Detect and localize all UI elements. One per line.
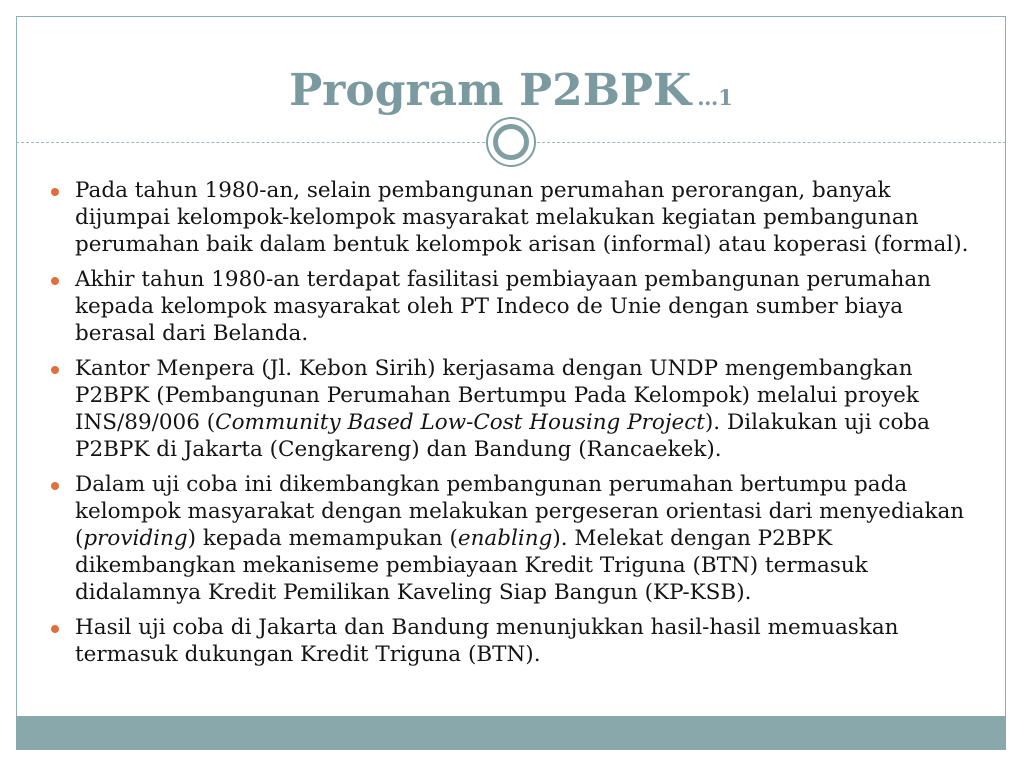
bullet-italic-term: enabling (457, 526, 553, 551)
bullet-item (75, 614, 980, 668)
bullet-text: Akhir tahun 1980-an terdapat fasilitasi pembiayaan pembangunan perumahan kepada kelompok masyarakat oleh PT Indeco de Unie dengan sumber biaya berasal dari Belanda. (75, 267, 932, 346)
bullet-item (75, 177, 980, 258)
ring-ornament-icon (486, 117, 536, 167)
bullet-item (75, 266, 980, 347)
slide-title-text: Program P2BPK (289, 65, 692, 116)
footer-accent-bar (16, 716, 1006, 750)
bullet-text: Pada tahun 1980-an, selain pembangunan perumahan perorangan, banyak dijumpai kelompok-kelompok masyarakat melakukan kegiatan pembangunan perumahan baik dalam bentuk kelompok arisan (informal) atau koperasi (formal). (75, 178, 969, 257)
bullet-item (75, 471, 980, 606)
bullet-text: Hasil uji coba di Jakarta dan Bandung menunjukkan hasil-hasil memuaskan termasuk dukungan Kredit Triguna (BTN). (75, 615, 899, 667)
slide-title (17, 65, 1005, 116)
slide-title-suffix: …1 (697, 85, 733, 110)
bullet-text-part: Kantor Menpera (Jl. Kebon Sirih) kerjasama dengan UNDP mengembangkan P2BPK (Pembangunan Perumahan Bertumpu Pada Kelompok) melalui proyek INS/89/006 ( (75, 356, 919, 435)
bullet-list (75, 177, 980, 676)
bullet-text-part: ). Melekat dengan P2BPK dikembangkan mekaniseme pembiayaan Kredit Triguna (BTN) termasuk didalamnya Kredit Pemilikan Kaveling Siap Bangun (KP-KSB). (75, 526, 868, 605)
bullet-text-part: Dalam uji coba ini dikembangkan pembangunan perumahan bertumpu pada kelompok masyarakat dengan melakukan pergeseran orientasi dari menyediakan ( (75, 472, 965, 551)
bullet-text-part: ) kepada memampukan ( (187, 526, 458, 551)
bullet-text-part: ). Dilakukan uji coba P2BPK di Jakarta (Cengkareng) dan Bandung (Rancaekek). (75, 410, 930, 462)
bullet-item (75, 355, 980, 463)
bullet-italic-term: Community Based Low-Cost Housing Project (215, 410, 705, 435)
bullet-italic-term: providing (83, 526, 188, 551)
